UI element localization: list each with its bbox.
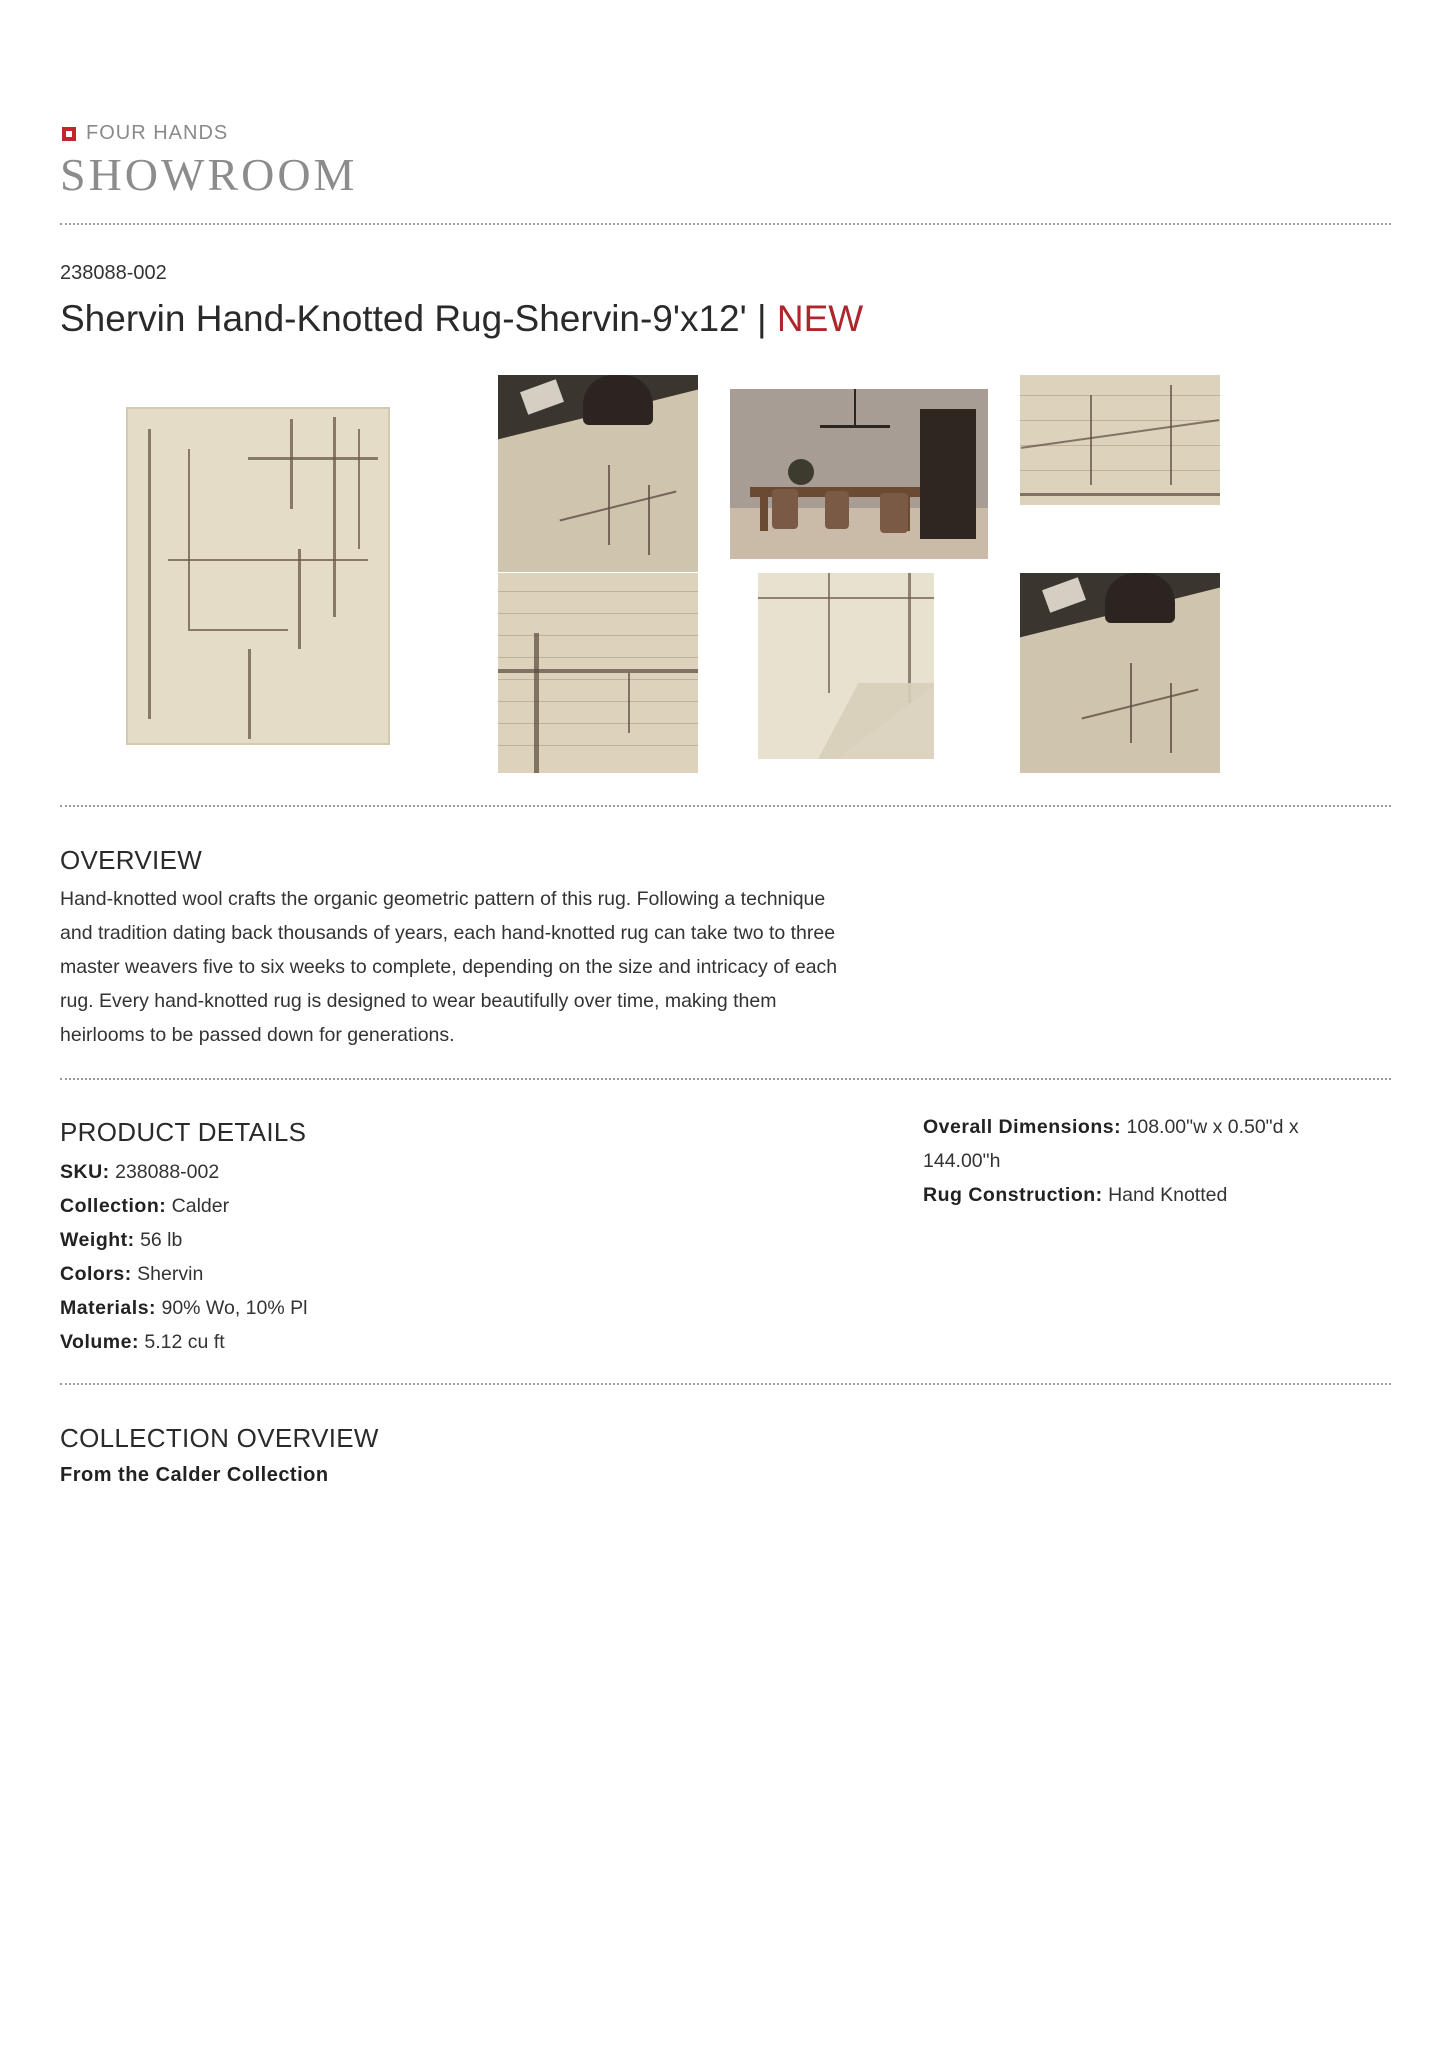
overview-line: heirlooms to be passed down for generations. [60, 1024, 455, 1046]
dining-room-photo[interactable] [730, 389, 988, 559]
overview-heading: OVERVIEW [60, 845, 203, 875]
details-heading: PRODUCT DETAILS [60, 1117, 307, 1147]
overview-line: rug. Every hand-knotted rug is designed to wear beautifully over time, making them [60, 990, 777, 1012]
brand-name: FOUR HANDS [86, 122, 229, 144]
overview-line: and tradition dating back thousands of years, each hand-knotted rug can take two to three [60, 922, 836, 944]
rug-corner-closeup-photo[interactable] [1020, 375, 1220, 505]
brand-subtitle: SHOWROOM [60, 149, 358, 200]
divider [60, 223, 1391, 225]
details-right [923, 1110, 1343, 1212]
product-sku: 238088-002 [60, 262, 167, 284]
brand-logo-icon [62, 127, 76, 141]
details-left [60, 1155, 307, 1359]
divider [60, 1383, 1391, 1385]
detail-dimensions-cont: 144.00"h [923, 1150, 1001, 1172]
divider [60, 805, 1391, 807]
detail-weight: Weight: 56 lb [60, 1229, 183, 1251]
detail-construction: Rug Construction: Hand Knotted [923, 1184, 1228, 1206]
detail-dimensions: Overall Dimensions: 108.00"w x 0.50"d x [923, 1116, 1299, 1138]
overview-line: master weavers five to six weeks to complete, depending on the size and intricacy of each [60, 956, 838, 978]
detail-volume: Volume: 5.12 cu ft [60, 1331, 225, 1353]
detail-sku: SKU: 238088-002 [60, 1161, 220, 1183]
rug-lifestyle-chair-photo[interactable] [498, 375, 698, 572]
collection-subheading: From the Calder Collection [60, 1464, 329, 1486]
divider [60, 1078, 1391, 1080]
detail-collection: Collection: Calder [60, 1195, 230, 1217]
collection-heading: COLLECTION OVERVIEW [60, 1423, 379, 1453]
page-title [60, 298, 863, 340]
rug-texture-closeup-photo[interactable] [498, 573, 698, 773]
rug-flat-photo[interactable] [126, 407, 390, 745]
new-badge: NEW [776, 298, 864, 339]
overview-text [60, 882, 890, 1052]
rug-lifestyle-chair-photo-2[interactable] [1020, 573, 1220, 773]
detail-materials: Materials: 90% Wo, 10% Pl [60, 1297, 308, 1319]
product-title: Shervin Hand-Knotted Rug-Shervin-9'x12' | [60, 298, 767, 339]
overview-line: Hand-knotted wool crafts the organic geometric pattern of this rug. Following a technique [60, 888, 826, 910]
rug-folded-corner-photo[interactable] [758, 573, 934, 759]
detail-colors: Colors: Shervin [60, 1263, 204, 1285]
